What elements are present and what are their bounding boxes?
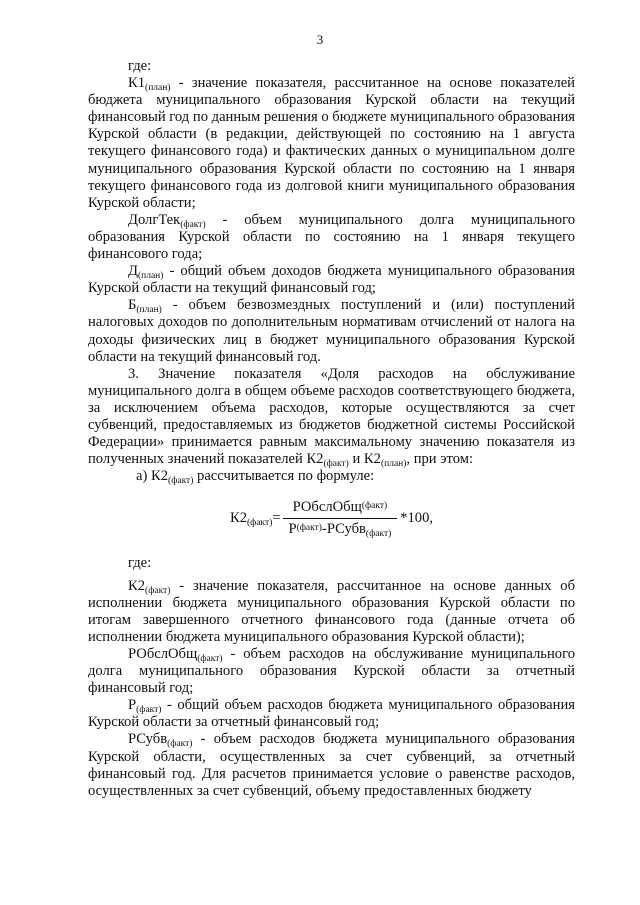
document-body xyxy=(88,58,575,800)
formula-k2-fakt xyxy=(88,499,575,538)
definition-text: - объем муниципального долга муниципального образования Курской области по состоянию на 1 января текущего финансового года; xyxy=(88,211,575,263)
subscript-fakt: (факт) xyxy=(365,529,392,540)
subscript-plan: (план) xyxy=(380,459,407,470)
subscript-fakt: (факт) xyxy=(168,476,194,487)
term-r: Р xyxy=(128,697,137,714)
minus-sign: - xyxy=(321,521,327,538)
item-a-text: рассчитывается по формуле: xyxy=(193,468,375,485)
definition-robslobshch-fakt xyxy=(88,646,575,697)
subscript-fakt: (факт) xyxy=(361,501,388,512)
denominator-term-r: Р xyxy=(288,521,297,538)
term-rsubv: РСубв xyxy=(128,731,168,748)
item-a xyxy=(88,468,575,485)
formula-lhs-term: К2 xyxy=(229,510,248,527)
formula-fraction xyxy=(283,499,398,538)
formula-lhs xyxy=(230,510,281,527)
subscript-plan: (план) xyxy=(145,83,171,94)
subscript-fakt: (факт) xyxy=(136,705,162,716)
item-a-prefix: а) xyxy=(136,468,151,485)
definition-text: - значение показателя, рассчитанное на основе данных об исполнении бюджета муниципального образования Курской области по итогам завершенного отчетного финансового года (данные отчета об исполнении бюджета муниципального образования Курской области); xyxy=(88,577,575,645)
term-k2: К2 xyxy=(128,577,146,594)
subscript-fakt: (факт) xyxy=(296,523,322,534)
page-number: 3 xyxy=(316,32,324,47)
term-k1: К1 xyxy=(128,75,146,92)
subscript-fakt: (факт) xyxy=(167,739,193,750)
definition-r-fakt xyxy=(88,697,575,731)
subscript-fakt: (факт) xyxy=(247,518,273,529)
formula-numerator xyxy=(283,499,398,519)
definition-text: - объем расходов бюджета муниципального образования Курской области, осуществленных за счет субвенций, за отчетный финансовый год. Для расчетов принимается условие о равенстве расходов, осуществленных за счет субвенций, объему предоставленных бюджету xyxy=(88,731,575,799)
term-robslobshch: РОбслОбщ xyxy=(128,646,198,662)
where-label: где: xyxy=(128,554,152,571)
definition-b-plan xyxy=(88,297,575,365)
subscript-fakt: (факт) xyxy=(180,219,206,230)
subscript-plan: (план) xyxy=(137,271,164,282)
term-k2: К2 xyxy=(363,451,381,468)
term-k2: К2 xyxy=(151,468,169,485)
subscript-fakt: (факт) xyxy=(197,654,223,664)
subscript-plan: (план) xyxy=(136,305,162,316)
definition-text: - общий объем расходов бюджета муниципального образования Курской области за отчетный финансовый год; xyxy=(88,697,575,731)
formula-denominator xyxy=(284,519,395,538)
definition-dolgtek-fakt xyxy=(88,212,575,263)
where-label: где: xyxy=(128,58,152,74)
equals-sign: = xyxy=(272,510,281,527)
term-d: Д xyxy=(128,263,138,280)
definition-text: - объем расходов на обслуживание муниципального долга муниципального образования Курской области за отчетный финансовый год; xyxy=(88,646,575,697)
conjunction: и xyxy=(348,451,364,468)
term-dolgtek: ДолгТек xyxy=(128,211,181,228)
term-b: Б xyxy=(128,297,137,314)
subscript-fakt: (факт) xyxy=(145,585,171,596)
definition-rsubv-fakt xyxy=(88,731,575,799)
definition-k2-fakt xyxy=(88,578,575,646)
term-k2: К2 xyxy=(306,451,324,468)
subscript-fakt: (факт) xyxy=(323,459,349,470)
definition-d-plan xyxy=(88,263,575,297)
item-3-text: 3. Значение показателя «Доля расходов на обслуживание муниципального долга в общем объеме расходов соответствующего бюджета, за исключением объема расходов, которые осуществляются за счет субвенций, предоставляемых из бюджетов бюджетной системы Российской Федерации» принимается равным максимальному значению показателя из полученных значений показателей xyxy=(88,365,575,468)
denominator-term-rsubv: РСубв xyxy=(326,521,366,538)
definition-text: - объем безвозмездных поступлений и (или) поступлений налоговых доходов по дополнительным нормативам отчислений от налога на доходы физических лиц в бюджет муниципального образования Курской области на текущий финансовый год. xyxy=(88,297,575,365)
definition-text: - общий объем доходов бюджета муниципального образования Курской области на текущий финансовый год; xyxy=(88,263,575,297)
definition-text: - значение показателя, рассчитанное на основе показателей бюджета муниципального образования Курской области на текущий финансовый год по данным решения о бюджете муниципального образования Курской области (в редакции, действующей по состоянию на 1 августа текущего финансового года) и фактических данных о муниципальном долге муниципального образования Курской области по состоянию на 1 января текущего финансового года из долговой книги муниципального образования Курской области; xyxy=(88,75,575,211)
definition-k1-plan xyxy=(88,75,575,212)
item-3 xyxy=(88,366,575,469)
formula-rhs: *100, xyxy=(400,510,434,527)
numerator-term: РОбслОбщ xyxy=(292,499,362,516)
item-3-text-end: , при этом: xyxy=(406,451,474,468)
